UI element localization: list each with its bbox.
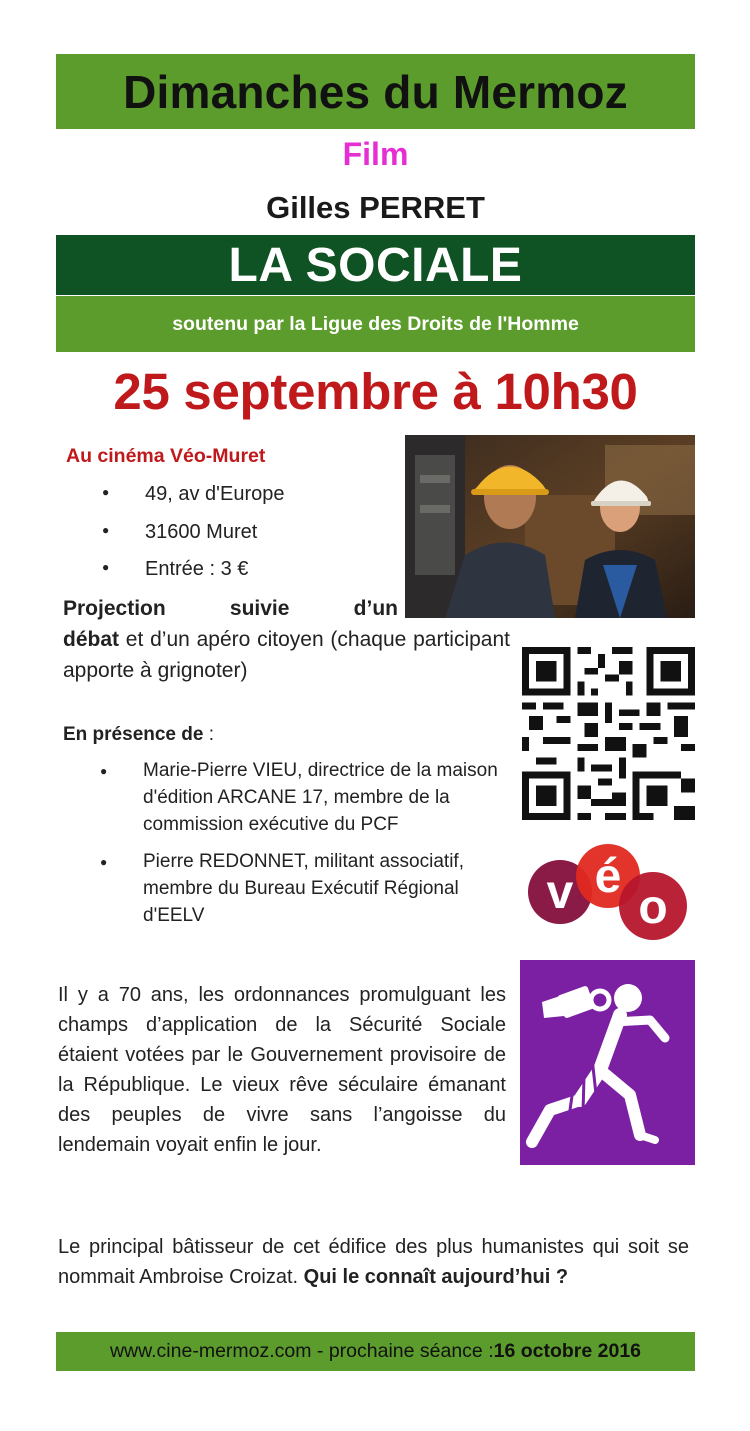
series-title: Dimanches du Mermoz (123, 65, 628, 118)
projection-paragraph (63, 593, 510, 686)
presence-suffix: : (203, 724, 215, 745)
qr-code (522, 647, 695, 820)
sponsor-band (56, 296, 695, 352)
debat-bold: débat (63, 628, 120, 651)
presence-label: En présence de (63, 724, 204, 745)
veo-letter-o: o (638, 881, 668, 934)
projection-bold: Projection suivie d’un (63, 597, 398, 620)
guest-item: ● Pierre REDONNET, militant associatif, membre du Bureau Exécutif Régional d'EELV (100, 848, 500, 929)
footer-text: www.cine-mermoz.com - prochaine séance : (109, 1340, 494, 1362)
film-title: LA SOCIALE (228, 238, 523, 292)
sponsor-text: soutenu par la Ligue des Droits de l'Homme (172, 312, 579, 335)
address-item: ● Entrée : 3 € (66, 558, 396, 596)
type-label: Film (342, 136, 409, 172)
address-item: ● 49, av d'Europe (66, 483, 396, 521)
director-name: Gilles PERRET (266, 190, 485, 225)
film-title-band (56, 235, 695, 295)
next-session-date: 16 octobre 2016 (493, 1340, 642, 1362)
presence-heading (63, 724, 214, 746)
footer-band (56, 1332, 695, 1371)
screening-date: 25 septembre à 10h30 (113, 363, 638, 420)
croizat-text: Le principal bâtisseur de cet édifice des plus humanistes qui soit se nommait Ambroise Croizat. (58, 1236, 689, 1288)
address-item: ● 31600 Muret (66, 521, 396, 559)
guest-item: ● Marie-Pierre VIEU, directrice de la maison d'édition ARCANE 17, membre de la commission exécutive du PCF (100, 757, 500, 838)
mermoz-logo (520, 960, 695, 1165)
projection-rest: et d’un apéro citoyen (chaque participant apporte à grignoter) (63, 628, 510, 682)
header-series-band (56, 54, 695, 129)
history-paragraph: Il y a 70 ans, les ordonnances promulguant les champs d’application de la Sécurité Sociale étaient votées par le Gouvernement provisoire de la République. Le vieux rêve séculaire émanant des peuples de vivre sans l’angoisse du lendemain voyait enfin le jour. (58, 984, 506, 1156)
address-list (66, 483, 396, 596)
veo-logo (520, 828, 695, 946)
croizat-question: Qui le connaît aujourd’hui ? (303, 1266, 569, 1288)
venue-name: Au cinéma Véo-Muret (66, 445, 266, 467)
croizat-paragraph (58, 1232, 689, 1292)
veo-letter-v: v (546, 866, 574, 919)
veo-letter-e: é (594, 850, 622, 903)
guest-list (100, 757, 500, 939)
film-still-photo (405, 435, 695, 618)
